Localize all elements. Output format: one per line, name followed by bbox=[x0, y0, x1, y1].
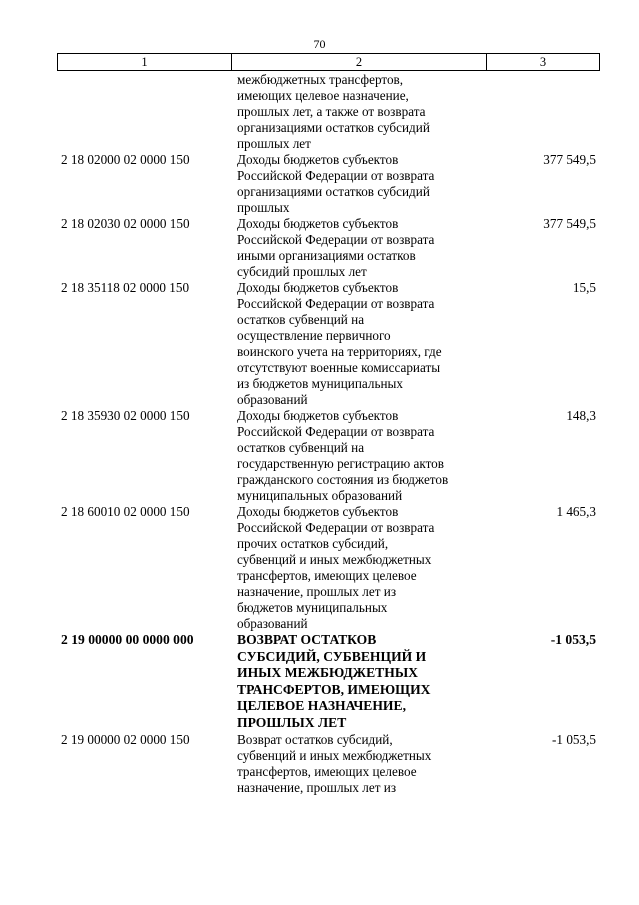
description-line: назначение, прошлых лет из bbox=[237, 584, 397, 599]
description-line: организациями остатков субсидий bbox=[237, 120, 430, 135]
description-line: субсидий прошлых лет bbox=[237, 264, 367, 279]
description-line: прошлых лет bbox=[237, 136, 311, 151]
description-line: образований bbox=[237, 616, 308, 631]
description-line: Доходы бюджетов субъектов bbox=[237, 504, 399, 519]
row-description bbox=[231, 72, 486, 152]
description-line: Российской Федерации от возврата bbox=[237, 520, 435, 535]
table-row bbox=[57, 504, 600, 632]
row-amount: -1 053,5 bbox=[550, 632, 596, 647]
description-line: осуществление первичного bbox=[237, 328, 391, 343]
row-amount: 377 549,5 bbox=[543, 152, 596, 167]
row-code: 2 19 00000 02 0000 150 bbox=[61, 731, 190, 747]
row-description bbox=[231, 280, 486, 408]
table-row bbox=[57, 732, 600, 796]
description-line: ИНЫХ МЕЖБЮДЖЕТНЫХ bbox=[237, 665, 418, 681]
description-line: Доходы бюджетов субъектов bbox=[237, 216, 399, 231]
description-line: межбюджетных трансфертов, bbox=[237, 72, 404, 87]
description-line: трансфертов, имеющих целевое bbox=[237, 568, 417, 583]
row-description bbox=[231, 408, 486, 504]
description-line: трансфертов, имеющих целевое bbox=[237, 763, 417, 779]
row-amount: 148,3 bbox=[566, 408, 596, 423]
table-row bbox=[57, 72, 600, 152]
row-code: 2 18 02000 02 0000 150 bbox=[61, 152, 190, 167]
description-line: Доходы бюджетов субъектов bbox=[237, 152, 399, 167]
page-number: 70 bbox=[313, 37, 326, 51]
description-line: воинского учета на территориях, где bbox=[237, 344, 442, 359]
description-line: Российской Федерации от возврата bbox=[237, 168, 435, 183]
row-code: 2 18 02030 02 0000 150 bbox=[61, 216, 190, 231]
description-line: из бюджетов муниципальных bbox=[237, 376, 403, 391]
description-line: образований bbox=[237, 392, 308, 407]
description-line: Возврат остатков субсидий, bbox=[237, 731, 393, 747]
description-line: прочих остатков субсидий, bbox=[237, 536, 389, 551]
row-code bbox=[57, 72, 231, 152]
description-line: Российской Федерации от возврата bbox=[237, 232, 435, 247]
row-description bbox=[231, 216, 486, 280]
column-header-name: 2 bbox=[232, 54, 487, 70]
table-row bbox=[57, 216, 600, 280]
description-line: ЦЕЛЕВОЕ НАЗНАЧЕНИЕ, bbox=[237, 698, 406, 714]
table-header bbox=[57, 53, 600, 71]
column-header-code: 1 bbox=[58, 54, 232, 70]
row-code: 2 18 35930 02 0000 150 bbox=[61, 408, 190, 423]
description-line: прошлых bbox=[237, 200, 290, 215]
description-line: ВОЗВРАТ ОСТАТКОВ bbox=[237, 632, 377, 647]
description-line: отсутствуют военные комиссариаты bbox=[237, 360, 441, 375]
row-description bbox=[231, 152, 486, 216]
description-line: бюджетов муниципальных bbox=[237, 600, 388, 615]
row-description bbox=[231, 732, 486, 796]
description-line: прошлых лет, а также от возврата bbox=[237, 104, 426, 119]
description-line: субвенций и иных межбюджетных bbox=[237, 552, 432, 567]
table-row-section bbox=[57, 632, 600, 732]
row-amount: -1 053,5 bbox=[552, 731, 596, 747]
description-line: Доходы бюджетов субъектов bbox=[237, 408, 399, 423]
table-body bbox=[57, 72, 600, 796]
column-header-amount: 3 bbox=[539, 54, 547, 69]
table-row bbox=[57, 152, 600, 216]
description-line: Российской Федерации от возврата bbox=[237, 424, 435, 439]
row-description bbox=[231, 504, 486, 632]
description-line: иными организациями остатков bbox=[237, 248, 416, 263]
description-line: гражданского состояния из бюджетов bbox=[237, 472, 449, 487]
row-amount: 1 465,3 bbox=[556, 504, 596, 519]
description-line: назначение, прошлых лет из bbox=[237, 779, 397, 795]
table-row bbox=[57, 408, 600, 504]
description-line: СУБСИДИЙ, СУБВЕНЦИЙ И bbox=[237, 648, 427, 664]
row-amount: 15,5 bbox=[572, 280, 596, 295]
description-line: ТРАНСФЕРТОВ, ИМЕЮЩИХ bbox=[237, 681, 431, 697]
description-line: Российской Федерации от возврата bbox=[237, 296, 435, 311]
description-line: остатков субвенций на bbox=[237, 440, 365, 455]
description-line: муниципальных образований bbox=[237, 488, 403, 503]
description-line: имеющих целевое назначение, bbox=[237, 88, 409, 103]
description-line: субвенций и иных межбюджетных bbox=[237, 747, 432, 763]
row-code: 2 18 35118 02 0000 150 bbox=[61, 280, 190, 295]
row-amount bbox=[486, 72, 600, 152]
table-row bbox=[57, 280, 600, 408]
description-line: Доходы бюджетов субъектов bbox=[237, 280, 399, 295]
description-line: ПРОШЛЫХ ЛЕТ bbox=[237, 714, 347, 730]
description-line: организациями остатков субсидий bbox=[237, 184, 430, 199]
description-line: остатков субвенций на bbox=[237, 312, 365, 327]
description-line: государственную регистрацию актов bbox=[237, 456, 444, 471]
row-amount: 377 549,5 bbox=[543, 216, 596, 231]
row-description bbox=[231, 632, 486, 732]
row-code: 2 18 60010 02 0000 150 bbox=[61, 504, 190, 519]
row-code: 2 19 00000 00 0000 000 bbox=[61, 632, 194, 647]
